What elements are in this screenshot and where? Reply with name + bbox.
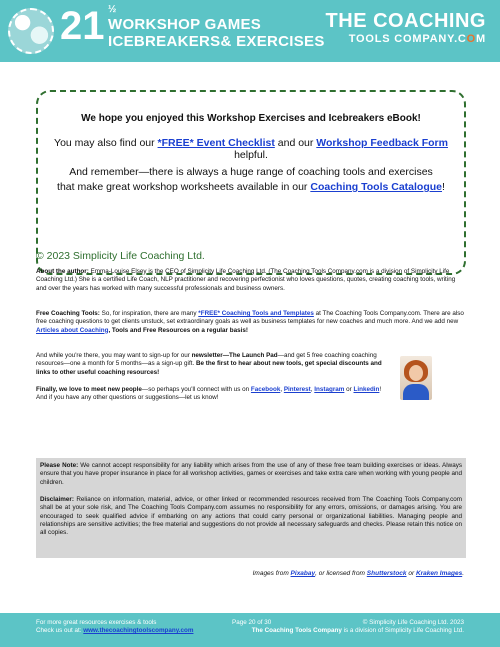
- author-photo: [400, 356, 432, 400]
- brand-accent: O: [466, 33, 477, 45]
- note-text: We cannot accept responsibility for any liability which arises from the use of any of these free team building exercises or ideas. Always ensure that you have proper insurance in place for all workshop activities, games or exercises and take extra care when working with young people and children.: [40, 462, 463, 486]
- text: —and get 5 free coaching coaching resources—one a month for 5 months—as a sign-up gift.: [36, 352, 377, 368]
- brand-name-line2: [349, 33, 486, 45]
- book-title-line2: ICEBREAKERS& EXERCISES: [108, 33, 325, 50]
- copyright-heading: © 2023 Simplicity Life Coaching Ltd.: [36, 250, 205, 262]
- text: !: [442, 181, 445, 193]
- text: Images from: [252, 570, 291, 577]
- text: ,: [310, 386, 315, 393]
- text: , Tools and Free Resources on a regular basis!: [108, 326, 248, 334]
- note-label: Please Note:: [40, 462, 79, 469]
- thank-you-line: We hope you enjoyed this Workshop Exercises and Icebreakers eBook!: [81, 113, 421, 124]
- text: at The Coaching Tools Company.com. There are also free coaching questions to get clients unstuck, set extraordinary goals as well as business templates for new coaches and much more. And we add new: [36, 310, 464, 326]
- about-text: Emma-Louise Elsey is the CEO of Simplicity Life Coaching Ltd. (The Coaching Tools Company.com is a division of Simplicity Life Coaching Ltd.) She is a certified Life Coach, NLP practitioner and recovering perfectionist who loves questions, quotes, creating coaching tools, writing and over the years has worked with many successful professionals and business owners.: [36, 268, 456, 292]
- page-number: Page 20 of 30: [232, 619, 272, 626]
- page-footer: [0, 613, 500, 647]
- text: .: [462, 570, 464, 577]
- shutterstock-link[interactable]: Shutterstock: [366, 570, 407, 577]
- book-number: 21: [60, 4, 105, 48]
- feedback-form-link[interactable]: Workshop Feedback Form: [316, 137, 448, 149]
- text: or: [406, 570, 416, 577]
- text: or: [344, 386, 354, 393]
- book-number-half: ½: [108, 4, 117, 15]
- text: ! And if you have any other questions or suggestions—let us know!: [36, 386, 382, 402]
- footer-division: [252, 627, 464, 634]
- note-paragraph: [40, 462, 462, 487]
- text: that make great workshop worksheets available in our: [57, 181, 311, 193]
- page-header: [0, 0, 500, 62]
- disclaimer-label: Disclaimer:: [40, 496, 74, 503]
- event-checklist-link[interactable]: *FREE* Event Checklist: [157, 137, 275, 149]
- text: ,: [280, 386, 284, 393]
- about-paragraph: [36, 268, 466, 293]
- text: , or licensed from: [315, 570, 367, 577]
- catalogue-link[interactable]: Coaching Tools Catalogue: [310, 181, 443, 193]
- website-link[interactable]: www.thecoachingtoolscompany.com: [83, 627, 194, 634]
- instagram-link[interactable]: Instagram: [314, 386, 345, 393]
- brand-text: TOOLS COMPANY.C: [348, 33, 467, 45]
- brand-name-line1: THE COACHING: [325, 10, 486, 32]
- footer-resources: For more great resources exercises & tools: [36, 619, 157, 626]
- text: Finally, we love to meet new people: [36, 386, 142, 393]
- articles-link[interactable]: Articles about Coaching: [36, 326, 109, 334]
- about-label: About the author:: [36, 268, 89, 275]
- text: Be the first to hear about new tools, get special discounts and links to other useful coaching resources!: [36, 360, 382, 376]
- body-shape: [403, 384, 429, 400]
- pixabay-link[interactable]: Pixabay: [290, 570, 316, 577]
- facebook-link[interactable]: Facebook: [250, 386, 281, 393]
- newsletter-name: newsletter—The Launch Pad: [191, 352, 278, 359]
- disclaimer-text: Reliance on information, material, advice, or other linked or recommended resources received from The Coaching Tools Company.com shall be at your sole risk, and The Coaching Tools Company.com assumes no responsibility for any errors, omissions, or damages arising. You are encouraged to seek qualified advice if embarking on any actions that could carry personal or organizational liabilities. Managing people and relationships are sensitive activities; the free material and suggestions do not provide all necessary safeguards and checks. Please retain this notice on all copies.: [40, 496, 462, 537]
- pinterest-link[interactable]: Pinterest: [283, 386, 311, 393]
- remember-line: And remember—there is always a huge range of coaching tools and exercises: [69, 166, 433, 178]
- linkedin-link[interactable]: Linkedin: [353, 386, 380, 393]
- free-tools-link[interactable]: *FREE* Coaching Tools and Templates: [198, 310, 314, 317]
- footer-copyright: © Simplicity Life Coaching Ltd. 2023: [362, 619, 464, 626]
- free-tools-paragraph: [36, 310, 466, 335]
- newsletter-paragraph: [36, 352, 391, 377]
- text: Check us out at:: [36, 627, 84, 634]
- text: and our: [274, 137, 317, 149]
- text: —so perhaps you'll connect with us on: [141, 386, 251, 393]
- dots-logo-icon: [8, 8, 54, 54]
- image-credits: [253, 570, 464, 577]
- text: is a division of Simplicity Life Coaching Ltd.: [341, 627, 464, 634]
- kraken-link[interactable]: Kraken Images: [415, 570, 463, 577]
- catalogue-line: [36, 181, 466, 193]
- brand-text-end: M: [476, 33, 486, 45]
- text: The Coaching Tools Company: [251, 627, 342, 634]
- social-paragraph: [36, 386, 391, 403]
- footer-site: [36, 627, 193, 634]
- text: So, for inspiration, there are many: [99, 310, 199, 317]
- text: And while you're there, you may want to sign-up for our: [36, 352, 192, 359]
- book-title-line1: WORKSHOP GAMES: [108, 16, 262, 33]
- text: helpful.: [234, 149, 268, 161]
- free-label: Free Coaching Tools:: [36, 310, 100, 317]
- disclaimer-paragraph: [40, 496, 462, 537]
- face-shape: [409, 365, 423, 381]
- text: You may also find our: [54, 137, 158, 149]
- suggestion-line: [36, 137, 466, 161]
